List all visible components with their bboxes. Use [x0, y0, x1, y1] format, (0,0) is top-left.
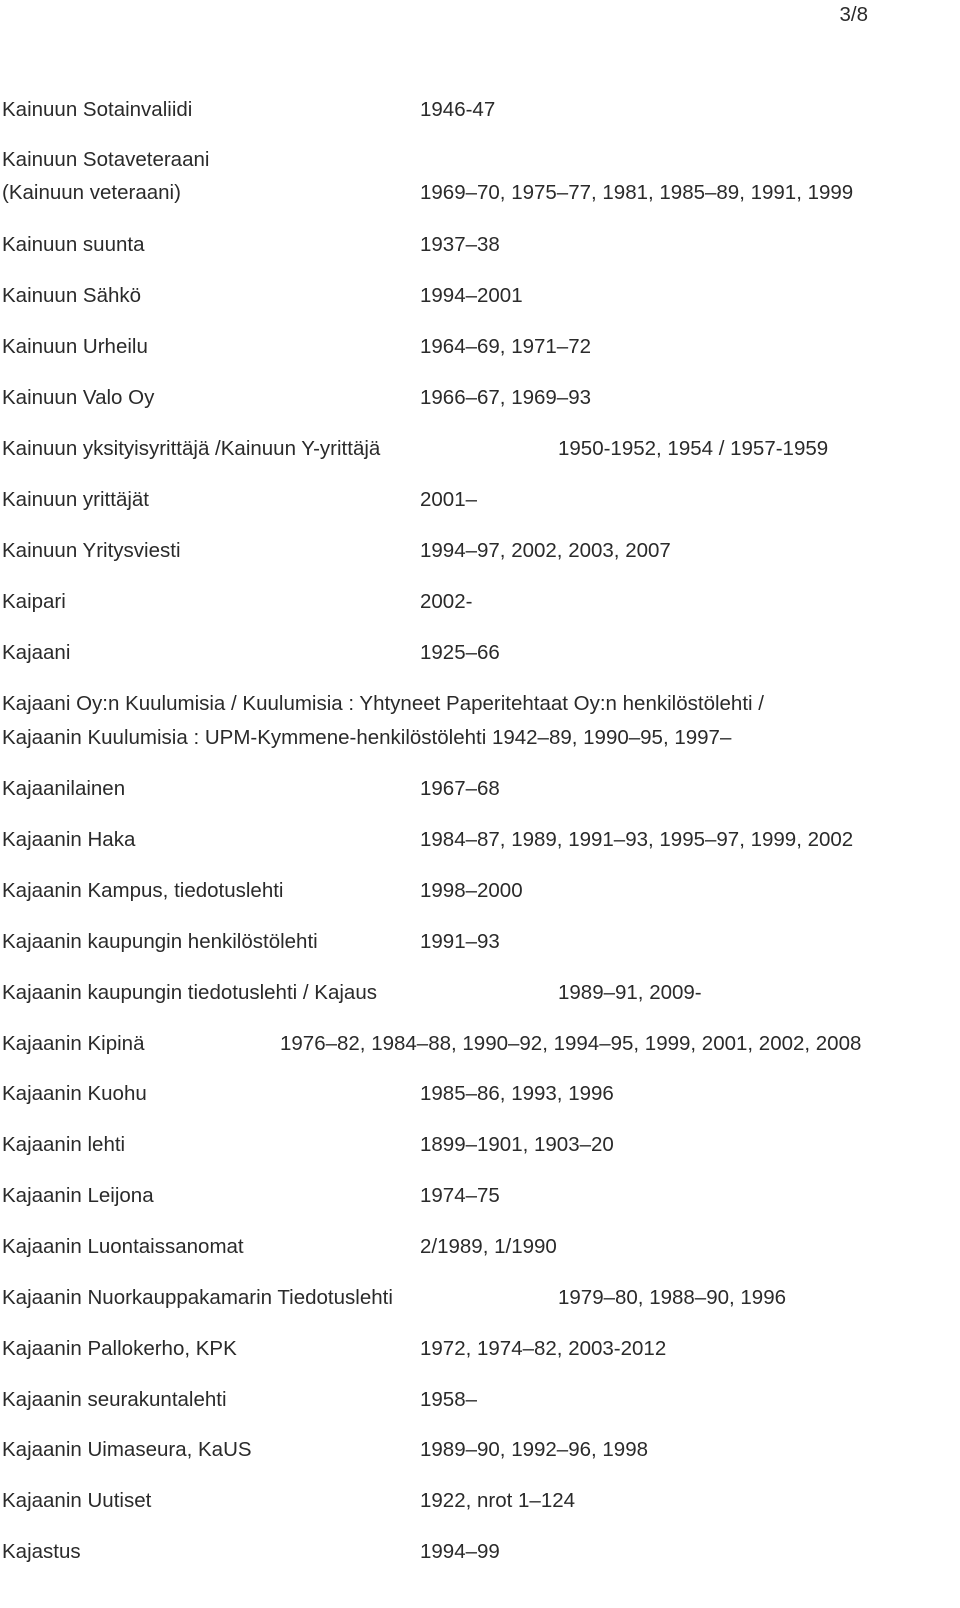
entry-title-line: (Kainuun veteraani): [2, 181, 181, 204]
entry-years: 1994–97, 2002, 2003, 2007: [420, 539, 671, 562]
entry-title: Kajaanin lehti: [2, 1133, 126, 1156]
entry-years: 1994–99: [420, 1540, 500, 1563]
entry-years: 1979–80, 1988–90, 1996: [558, 1286, 787, 1309]
entry-years: 1946-47: [420, 98, 496, 121]
entry-title: Kajaanin Pallokerho, KPK: [2, 1337, 237, 1360]
page-number: 3/8: [839, 3, 868, 26]
entry-title-line: Kainuun Sotaveteraani: [2, 148, 210, 171]
entry-title: Kainuun Yritysviesti: [2, 539, 181, 562]
entry-title: Kajaanin Uutiset: [2, 1489, 152, 1512]
entry-years: 2/1989, 1/1990: [420, 1235, 557, 1258]
entry-text-line: Kajaanin Kuulumisia : UPM-Kymmene-henkilöstölehti 1942–89, 1990–95, 1997–: [2, 726, 732, 749]
entry-title: Kajaani: [2, 641, 71, 664]
entry-title: Kainuun yksityisyrittäjä /Kainuun Y-yrittäjä: [2, 437, 381, 460]
entry-years: 2002-: [420, 590, 473, 613]
entry-title: Kajaanin seurakuntalehti: [2, 1388, 227, 1411]
entry-years: 1966–67, 1969–93: [420, 386, 592, 409]
entry-title: Kajaanin Uimaseura, KaUS: [2, 1438, 252, 1461]
entry-title: Kainuun Valo Oy: [2, 386, 155, 409]
entry-title: Kajaanin kaupungin henkilöstölehti: [2, 930, 318, 953]
entry-years: 1937–38: [420, 233, 500, 256]
entry-years: 1991–93: [420, 930, 500, 953]
entry-years: 1925–66: [420, 641, 500, 664]
entry-title: Kajaanin Kuohu: [2, 1082, 147, 1105]
entry-title: Kajaanin Kampus, tiedotuslehti: [2, 879, 284, 902]
entry-title: Kaipari: [2, 590, 66, 613]
entry-years: 1950-1952, 1954 / 1957-1959: [558, 437, 829, 460]
entry-years: 2001–: [420, 488, 478, 511]
entry-years: 1967–68: [420, 777, 500, 800]
entry-years: 1994–2001: [420, 284, 523, 307]
entry-years: 1998–2000: [420, 879, 523, 902]
entry-title: Kajaanin kaupungin tiedotuslehti / Kajaus: [2, 981, 377, 1004]
entry-title: Kainuun suunta: [2, 233, 145, 256]
entry-years: 1989–90, 1992–96, 1998: [420, 1438, 649, 1461]
entry-title: Kainuun Sotainvaliidi: [2, 98, 193, 121]
entry-title: Kajaanin Leijona: [2, 1184, 154, 1207]
entry-years: 1974–75: [420, 1184, 500, 1207]
entry-years: 1989–91, 2009-: [558, 981, 702, 1004]
entry-text-line: Kajaani Oy:n Kuulumisia / Kuulumisia : Yhtyneet Paperitehtaat Oy:n henkilöstölehti /: [2, 692, 764, 715]
entry-title: Kainuun Sähkö: [2, 284, 142, 307]
entry-years: 1976–82, 1984–88, 1990–92, 1994–95, 1999, 2001, 2002, 2008: [280, 1032, 862, 1055]
entry-title: Kainuun yrittäjät: [2, 488, 150, 511]
entry-title: Kajaanin Kipinä: [2, 1032, 145, 1055]
entry-title: Kajaanin Luontaissanomat: [2, 1235, 244, 1258]
entry-years: 1984–87, 1989, 1991–93, 1995–97, 1999, 2002: [420, 828, 854, 851]
entry-years: 1985–86, 1993, 1996: [420, 1082, 614, 1105]
entry-years: 1972, 1974–82, 2003-2012: [420, 1337, 667, 1360]
entry-years: 1899–1901, 1903–20: [420, 1133, 614, 1156]
entry-years: 1969–70, 1975–77, 1981, 1985–89, 1991, 1999: [420, 181, 854, 204]
entry-years: 1958–: [420, 1388, 478, 1411]
entry-title: Kajastus: [2, 1540, 81, 1563]
entry-title: Kainuun Urheilu: [2, 335, 148, 358]
entry-years: 1922, nrot 1–124: [420, 1489, 576, 1512]
entry-title: Kajaanin Haka: [2, 828, 136, 851]
entry-years: 1964–69, 1971–72: [420, 335, 592, 358]
entry-title: Kajaanin Nuorkauppakamarin Tiedotuslehti: [2, 1286, 393, 1309]
entry-title: Kajaanilainen: [2, 777, 126, 800]
